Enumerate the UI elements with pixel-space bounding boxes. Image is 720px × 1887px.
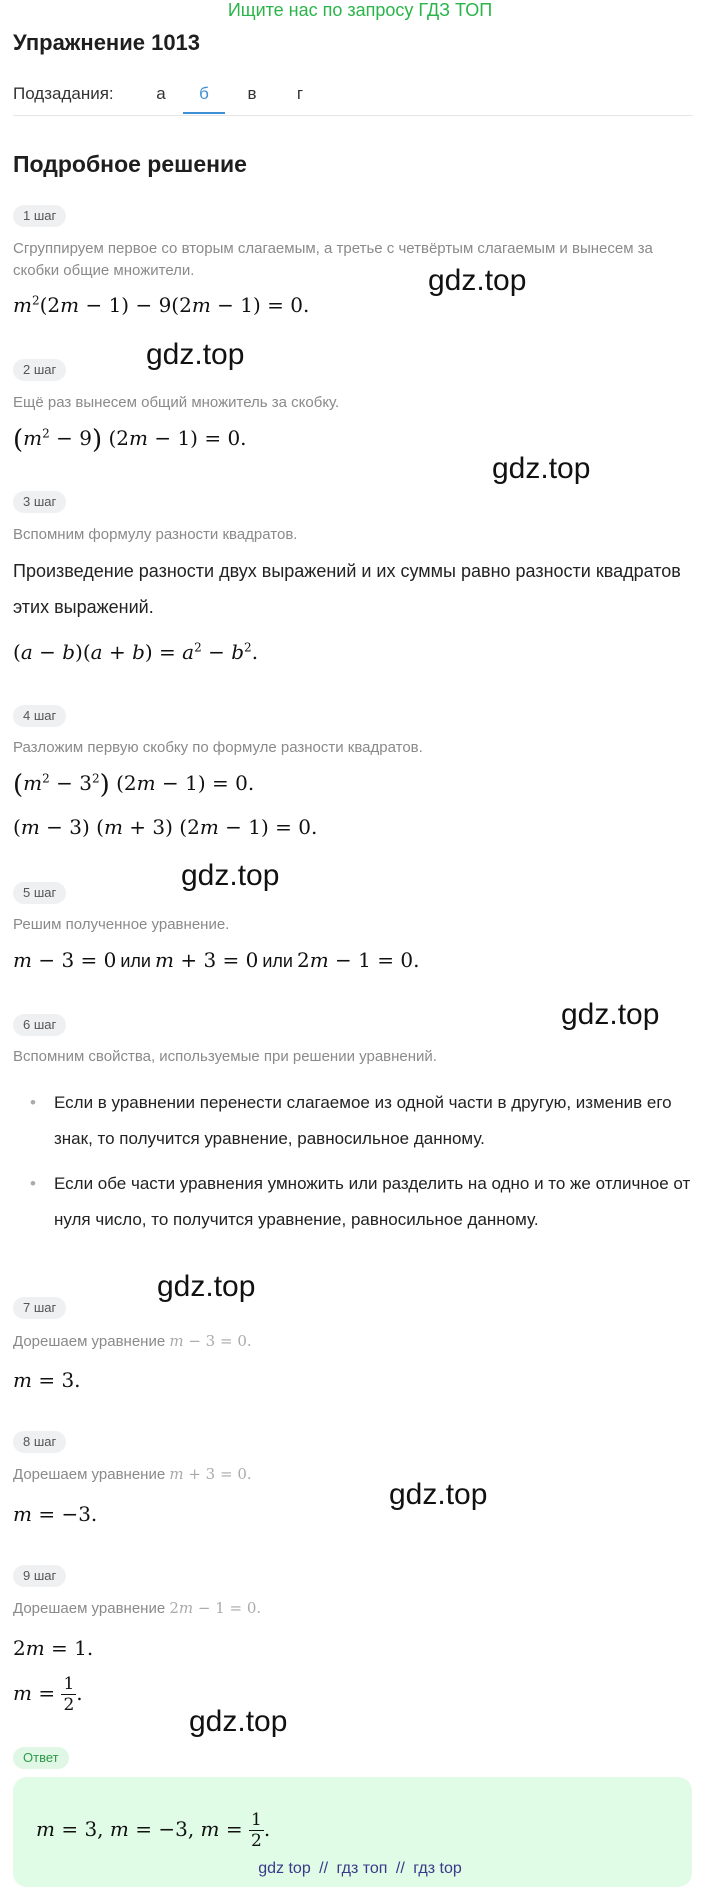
step-description: Дорешаем уравнение m + 3 = 0.	[13, 1465, 252, 1483]
list-item-text: Если обе части уравнения умножить или разделить на одно и то же отличное от нуля число, то получится уравнение, равносильное данному.	[54, 1174, 691, 1229]
step-equation: 2m = 1.	[13, 1636, 94, 1660]
watermark: gdz.top	[389, 1478, 488, 1511]
step-badge: 1 шаг	[13, 205, 66, 227]
step-equation: m = $\frac{1}{2}$ .	[13, 1674, 83, 1715]
step-description-text: Дорешаем уравнение	[13, 1600, 166, 1617]
step-equation: $(m^2 - 9) (2m - 1) = 0$.	[13, 425, 247, 455]
watermark: gdz.top	[181, 859, 280, 892]
watermark: gdz.top	[428, 264, 527, 297]
tab-b[interactable]: б	[183, 84, 225, 114]
section-title: Подробное решение	[13, 151, 247, 177]
bottom-link[interactable]: гдз top	[413, 1860, 462, 1877]
step-description: Разложим первую скобку по формуле разности квадратов.	[13, 739, 423, 756]
list-item	[30, 1166, 702, 1238]
step-equation: m = −3.	[13, 1502, 98, 1526]
watermark: gdz.top	[146, 338, 245, 371]
step-badge: 7 шаг	[13, 1297, 66, 1319]
step-description: Решим полученное уравнение.	[13, 916, 230, 933]
bullet-icon: •	[30, 1174, 36, 1193]
step-badge: 4 шаг	[13, 705, 66, 727]
subtasks-label: Подзадания:	[13, 84, 114, 103]
step-badge: 5 шаг	[13, 882, 66, 904]
answer-equation: m = 3, m = −3, m = $\frac{1}{2}$ .	[36, 1810, 271, 1851]
step-description-text: Дорешаем уравнение	[13, 1466, 166, 1483]
watermark: gdz.top	[189, 1705, 288, 1738]
step-badge: 8 шаг	[13, 1431, 66, 1453]
watermark: gdz.top	[492, 452, 591, 485]
or-word: или	[262, 951, 293, 971]
step-badge: 9 шаг	[13, 1565, 66, 1587]
watermark: gdz.top	[157, 1270, 256, 1303]
link-separator: //	[395, 1860, 405, 1877]
step-equation: $m^2(2m - 1) - 9(2m - 1) = 0$.	[13, 293, 310, 317]
or-word: или	[120, 951, 151, 971]
step-description: Вспомним формулу разности квадратов.	[13, 526, 298, 543]
bottom-links	[0, 1860, 720, 1878]
step-equation: m = 3.	[13, 1368, 81, 1392]
bullet-icon: •	[30, 1093, 36, 1112]
watermark: gdz.top	[561, 998, 660, 1031]
step-equation: $(a - b)(a + b) = a^2 - b^2$.	[13, 640, 259, 664]
step-badge: 2 шаг	[13, 359, 66, 381]
link-separator: //	[319, 1860, 329, 1877]
step-badge: 6 шаг	[13, 1014, 66, 1036]
step-equation: $(m^2 - 3^2) (2m - 1) = 0$.	[13, 770, 255, 800]
tab-a[interactable]: а	[156, 84, 166, 103]
step-description: Ещё раз вынесем общий множитель за скобку.	[13, 394, 340, 411]
search-banner: Ищите нас по запросу ГДЗ ТОП	[227, 0, 493, 20]
step-equation: (m − 3) (m + 3) (2m − 1) = 0.	[13, 815, 318, 839]
answer-badge: Ответ	[13, 1747, 69, 1769]
step-description: Дорешаем уравнение 2m − 1 = 0.	[13, 1599, 262, 1617]
step-description-text: Дорешаем уравнение	[13, 1333, 166, 1350]
list-item	[30, 1085, 702, 1157]
step-description: Сгруппируем первое со вторым слагаемым, а третье с четвёртым слагаемым и вынесем за скобки общие множители.	[13, 240, 653, 279]
bottom-link[interactable]: гдз топ	[336, 1860, 388, 1877]
step-description: Вспомним свойства, используемые при решении уравнений.	[13, 1048, 437, 1065]
bottom-link[interactable]: gdz top	[258, 1860, 311, 1877]
page-title: Упражнение 1013	[13, 30, 201, 55]
step-text: Произведение разности двух выражений и их суммы равно разности квадратов этих выражений.	[13, 561, 681, 617]
tab-g[interactable]: г	[296, 84, 304, 103]
step-description: Дорешаем уравнение m − 3 = 0.	[13, 1332, 252, 1350]
tabs-divider	[13, 115, 693, 116]
step-badge: 3 шаг	[13, 491, 66, 513]
list-item-text: Если в уравнении перенести слагаемое из одной части в другую, изменив его знак, то получится уравнение, равносильное данному.	[54, 1093, 672, 1148]
tab-v[interactable]: в	[247, 84, 257, 103]
step-equation: m − 3 = 0 или m + 3 = 0 или 2m − 1 = 0.	[13, 948, 420, 972]
